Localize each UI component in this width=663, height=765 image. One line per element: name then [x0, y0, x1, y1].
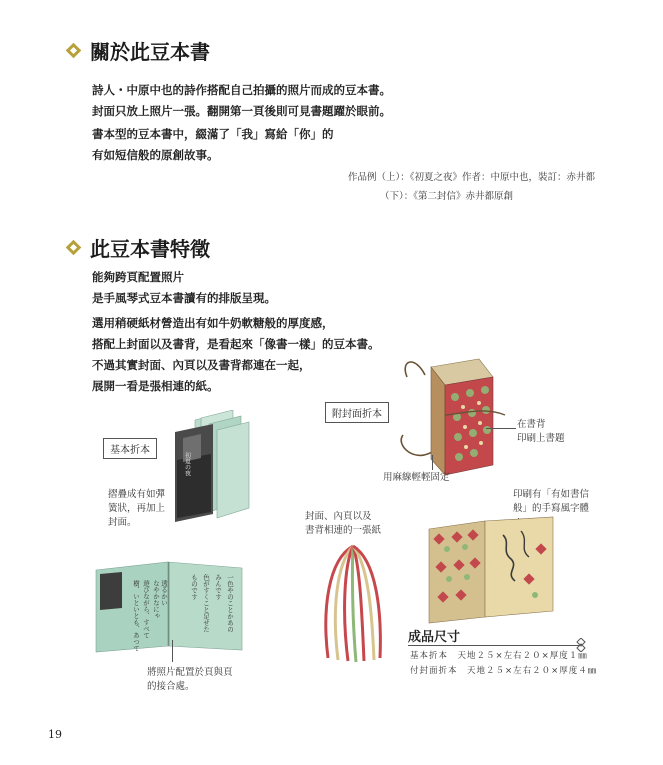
credit-line-2: （下）：《第二封信》赤井都原創: [380, 191, 514, 202]
specs-title: 成品尺寸: [408, 630, 461, 645]
credit-line-1: 作品例（上）：《初夏之夜》作者：中原中也，裝訂：赤井都: [348, 172, 596, 183]
text-line: 不過其實封面、內頁以及書背都連在一起，: [92, 358, 311, 372]
caption-photo-spread: [147, 666, 233, 694]
section1-title: 關於此豆本書: [90, 40, 210, 64]
spread-text-l2: 遊びながら、すべて: [142, 580, 150, 639]
text-line: 選用稍硬紙材營造出有如牛奶軟糖般的厚度感，: [92, 316, 334, 330]
caption-spine-title: [517, 418, 565, 446]
leader-line: [486, 428, 516, 429]
section1-heading: [66, 36, 210, 65]
caption-line: 將照片配置於頁與頁: [147, 667, 233, 678]
section2-para2: [92, 313, 380, 397]
fanned-pages: [326, 546, 381, 662]
text-line: 有如短信般的原創故事。: [92, 148, 219, 162]
text-line: 封面只放上照片一張。翻開第一頁後則可見書題躍於眼前。: [92, 104, 391, 118]
book-cover-title: 初夏の夜: [183, 452, 191, 476]
specs-rule: [408, 645, 580, 646]
section2-para1: [92, 267, 276, 309]
open-book-spread-photo: [92, 560, 247, 655]
accordion-book-photo: [165, 410, 260, 525]
text-line: 展開一看是張相連的紙。: [92, 379, 219, 393]
caption-line: 在書背: [517, 419, 546, 430]
spread-text-l3: なやかなにゃ: [152, 580, 160, 619]
text-line: 詩人・中原中也的詩作搭配自己拍攝的照片而成的豆本書。: [92, 83, 391, 97]
caption-string: 用麻線輕輕固定: [383, 472, 450, 483]
caption-line: 印刷有「有如書信: [513, 489, 590, 500]
spec-row-basic: 基本折本 天地２５×左右２０×厚度１㎜: [410, 651, 588, 661]
section2-title: 此豆本書特徵: [90, 237, 210, 261]
caption-line: 簧狀，再加上: [108, 503, 166, 514]
label-cover-fold: 附封面折本: [325, 402, 389, 423]
text-line: 搭配上封面以及書背，是看起來「像書一樣」的豆本書。: [92, 337, 380, 351]
caption-line: 封面。: [108, 517, 137, 528]
leader-line: [432, 455, 433, 470]
section1-para1: [92, 80, 391, 122]
caption-line: 的接合處。: [147, 681, 195, 692]
section2-heading: [66, 233, 210, 262]
open-patterned-book-photo: [425, 515, 560, 625]
spread-text-r4: ものです: [190, 574, 198, 600]
caption-poem-paper: [513, 488, 589, 516]
caption-line: 般」的手寫風字體: [513, 503, 590, 514]
text-line: 能夠跨頁配置照片: [92, 270, 184, 284]
caption-fold: [108, 488, 165, 530]
spread-text-r3: 色がすくこと足せた: [202, 574, 210, 633]
hemp-string: [405, 362, 425, 377]
pages-right: [485, 517, 553, 617]
caption-line: 封面、內頁以及: [305, 511, 372, 522]
caption-line: 摺疊成有如彈: [108, 489, 166, 500]
spread-text-r2: みんです: [214, 574, 222, 600]
page-number: 19: [48, 728, 62, 741]
caption-single-sheet: [305, 510, 381, 538]
diamond-icon: [66, 43, 82, 59]
caption-line: 印刷上書題: [517, 433, 565, 444]
spread-text-r1: 一色やのことかあの: [226, 574, 234, 633]
caption-line: 書背相連的一張紙: [305, 525, 382, 536]
bound-book-photo: [395, 355, 510, 485]
section1-para2: [92, 124, 334, 166]
spread-photo: [100, 572, 122, 610]
label-basic-fold: 基本折本: [103, 438, 157, 459]
spec-row-cover: 付封面折本 天地２５×左右２０×厚度４㎜: [410, 666, 598, 676]
diamond-icon: [66, 240, 82, 256]
spread-text-l1: 樹、いといとも、あつて: [132, 580, 140, 652]
text-line: 書本型的豆本書中，綴滿了「我」寫給「你」的: [92, 127, 334, 141]
fanned-accordion-photo: [318, 540, 388, 665]
text-line: 是手風琴式豆本書讀有的排版呈現。: [92, 291, 276, 305]
leader-line: [172, 640, 173, 662]
spread-text-l4: 透るかい: [160, 580, 168, 606]
